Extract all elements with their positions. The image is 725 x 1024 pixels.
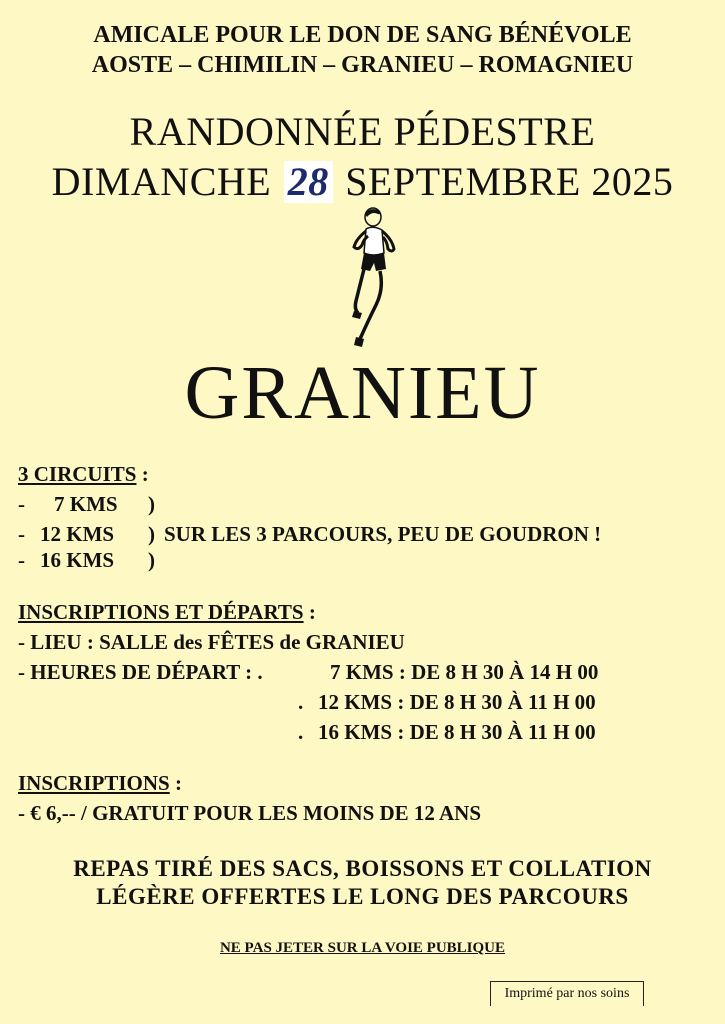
circuit-distance: 7 KMS (54, 492, 118, 516)
circuits-heading (18, 462, 149, 487)
town-name: GRANIEU (184, 351, 541, 435)
circuit-distance: 12 KMS (40, 522, 115, 546)
event-date (0, 158, 725, 205)
departure-time: 7 KMS : DE 8 H 30 À 14 H 00 (330, 660, 599, 684)
circuit-item (18, 522, 25, 547)
circuit-paren: ) (148, 548, 155, 572)
date-month-year: SEPTEMBRE 2025 (345, 159, 674, 204)
fees-price: - € 6,-- / GRATUIT POUR LES MOINS DE 12 ANS (18, 801, 482, 825)
registration-place: - LIEU : SALLE des FÊTES de GRANIEU (18, 630, 405, 654)
runner-illustration-icon (340, 205, 404, 353)
departure-bullet: . (298, 690, 304, 714)
circuit-note: SUR LES 3 PARCOURS, PEU DE GOUDRON ! (164, 522, 602, 546)
event-title: RANDONNÉE PÉDESTRE (129, 109, 596, 154)
litter-notice (0, 940, 725, 957)
circuit-paren: ) (148, 492, 155, 516)
departure-time: 16 KMS : DE 8 H 30 À 11 H 00 (318, 720, 596, 744)
fees-heading-colon: : (169, 771, 182, 795)
circuit-dash: - (18, 492, 25, 516)
slogan-line-1: REPAS TIRÉ DES SACS, BOISSONS ET COLLATION (73, 856, 652, 881)
circuit-item (18, 492, 25, 517)
litter-notice-text: NE PAS JETER SUR LA VOIE PUBLIQUE (219, 940, 506, 956)
circuit-paren: ) (148, 522, 155, 546)
circuits-heading-colon: : (136, 462, 149, 486)
registration-heading-label: INSCRIPTIONS ET DÉPARTS (18, 600, 304, 624)
departure-time: 12 KMS : DE 8 H 30 À 11 H 00 (318, 690, 596, 714)
date-day-prefix: DIMANCHE (51, 159, 272, 204)
circuit-distance: 16 KMS (40, 548, 115, 572)
printed-by-box: Imprimé par nos soins (490, 981, 644, 1006)
fees-heading (18, 771, 182, 796)
slogan-line-2: LÉGÈRE OFFERTES LE LONG DES PARCOURS (96, 884, 629, 909)
departures-label: - HEURES DE DÉPART : . (18, 660, 263, 684)
date-day-number: 28 (284, 161, 333, 203)
organization-line-1: AMICALE POUR LE DON DE SANG BÉNÉVOLE (93, 22, 632, 48)
circuit-dash: - (18, 522, 25, 546)
registration-heading (18, 600, 316, 625)
circuit-item (18, 548, 25, 573)
registration-heading-colon: : (303, 600, 316, 624)
fees-heading-label: INSCRIPTIONS (18, 771, 170, 795)
circuits-heading-label: 3 CIRCUITS (18, 462, 137, 486)
departure-bullet: . (298, 720, 304, 744)
organization-line-2: AOSTE – CHIMILIN – GRANIEU – ROMAGNIEU (91, 52, 634, 78)
circuit-dash: - (18, 548, 25, 572)
